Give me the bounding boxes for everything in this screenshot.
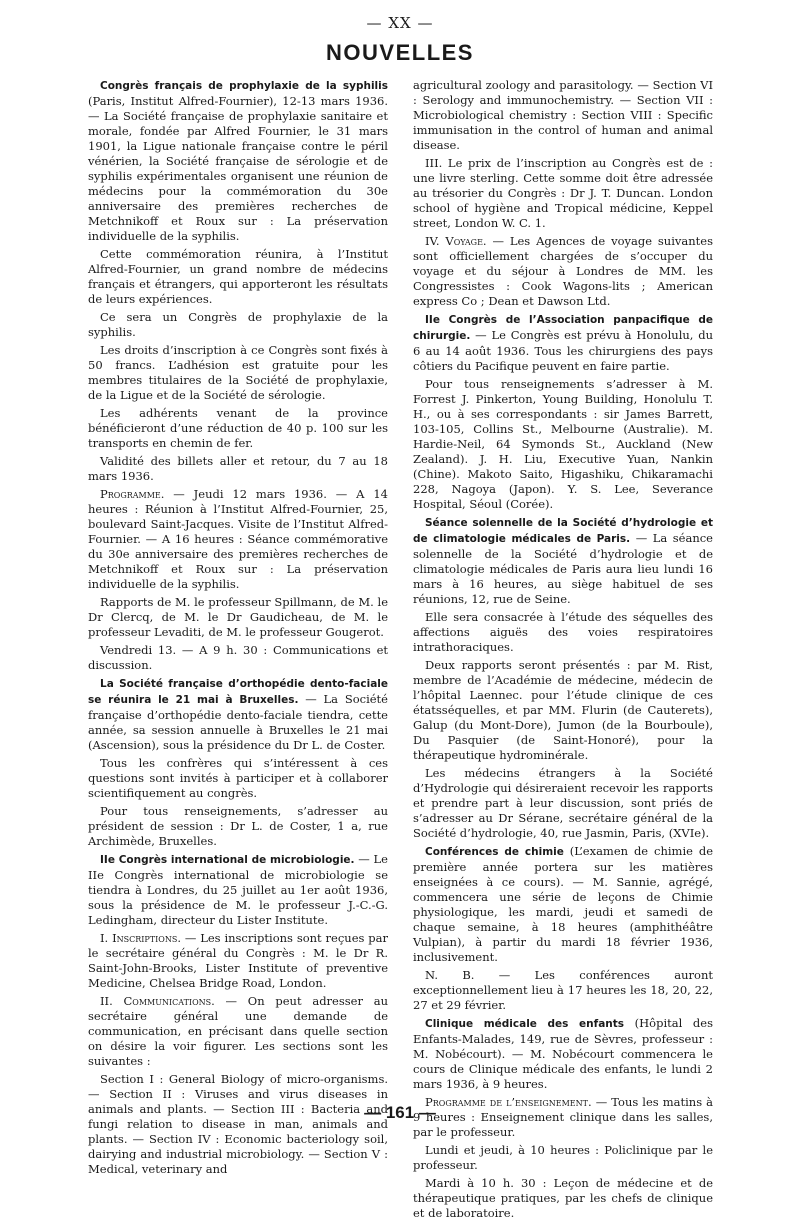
paragraph-text: — On peut adresser au secrétaire général une demande de communication, en précisant dans quelle section on désire la voir figurer. Les sections sont les suivantes : bbox=[88, 994, 388, 1068]
paragraph bbox=[88, 852, 388, 928]
paragraph bbox=[88, 343, 388, 403]
paragraph-text: — Tous les matins à 9 heures : Enseignement clinique dans les salles, par le professeur. bbox=[413, 1095, 714, 1139]
paragraph-heading: Conférences de chimie bbox=[425, 846, 564, 858]
right-column bbox=[413, 78, 713, 1224]
paragraph-heading: Congrès français de prophylaxie de la syphilis bbox=[100, 80, 388, 92]
paragraph-text: — Les inscriptions sont reçues par le secrétaire général du Congrès : M. le Dr R. Saint-John-Brooks, Lister Institute of preventive Medicine, Chelsea Bridge Road, London. bbox=[88, 931, 388, 990]
paragraph bbox=[88, 487, 388, 592]
paragraph-text: N. B. — Les conférences auront exceptionnellement lieu à 17 heures les 18, 20, 22, 27 et 29 février. bbox=[413, 968, 713, 1012]
paragraph-label: IV. Voyage. bbox=[425, 234, 487, 248]
paragraph-text: (L’examen de chimie de première année portera sur les matières enseignées à ce cours). — M. Sannie, agrégé, commencera une série de leçons de Chimie physiologique, les mardi, jeudi et samedi de chaque semaine, à 18 heures (amphithéâtre Vulpian), à partir du mardi 18 février 1936, inclusivement. bbox=[413, 844, 713, 964]
paragraph-text: — Le Congrès est prévu à Honolulu, du 6 au 14 août 1936. Tous les chirurgiens des pays côtiers du Pacifique peuvent en faire partie. bbox=[413, 328, 713, 373]
paragraph bbox=[88, 247, 388, 307]
paragraph-label: II. Communications. bbox=[100, 994, 215, 1008]
paragraph-heading: La Société française d’orthopédie dento-faciale se réunira le 21 mai à Bruxelles. bbox=[88, 678, 388, 706]
paragraph-text: — Les Agences de voyage suivantes sont officiellement chargées de s’occuper du voyage et du séjour à Londres de MM. les Congressistes : Cook Wagons-lits ; American express Co ; Dean et Dawson Ltd. bbox=[413, 234, 713, 308]
left-column bbox=[88, 78, 388, 1180]
paragraph bbox=[413, 658, 713, 763]
paragraph-text: — Jeudi 12 mars 1936. — A 14 heures : Réunion à l’Institut Alfred-Fournier, 25, boulevard Saint-Jacques. Visite de l’Institut Alfred-Fournier. — A 16 heures : Séance commémorative du 30e anniversaire des premières recherches de Metchnikoff et Roux sur : La préservation individuelle de la syphilis. bbox=[88, 487, 388, 591]
paragraph-text: Section I : General Biology of micro-organisms. — Section II : Viruses and virus diseases in animals and plants. — Section III : Bacteria and fungi relation to disease in man, animals and plants. — Section IV : Economic bacteriology soil, dairying and industrial microbiology. — Section V : Medical, veterinary and bbox=[88, 1072, 388, 1176]
paragraph bbox=[413, 1176, 713, 1221]
paragraph-text: Ce sera un Congrès de prophylaxie de la syphilis. bbox=[88, 310, 388, 339]
paragraph bbox=[413, 377, 713, 512]
paragraph-heading: Clinique médicale des enfants bbox=[425, 1018, 625, 1030]
paragraph bbox=[88, 595, 388, 640]
paragraph-text: Pour tous renseignements, s’adresser au président de session : Dr L. de Coster, 1 a, rue Archimède, Bruxelles. bbox=[88, 804, 388, 848]
paragraph bbox=[88, 406, 388, 451]
paragraph bbox=[88, 78, 388, 244]
paragraph bbox=[413, 1143, 713, 1173]
paragraph-text: Les adhérents venant de la province bénéficieront d’une réduction de 40 p. 100 sur les transports en chemin de fer. bbox=[88, 406, 388, 450]
paragraph-text: Rapports de M. le professeur Spillmann, de M. le Dr Clercq, de M. le Dr Gaudicheau, de M. le professeur Levaditi, de M. le professeur Gougerot. bbox=[88, 595, 388, 639]
paragraph-text: agricultural zoology and parasitology. — Section VI : Serology and immunochemistry. — Section VII : Microbiological chemistry : Section VIII : Specific immunisation in the control of human and animal disease. bbox=[413, 78, 713, 152]
paragraph-text: Vendredi 13. — A 9 h. 30 : Communications et discussion. bbox=[88, 643, 388, 672]
paragraph-text: Deux rapports seront présentés : par M. Rist, membre de l’Académie de médecine, médecin de l’hôpital Laennec. pour l’étude clinique de ces étatsséquelles, et par MM. Flurin (de Cauterets), Galup (du Mont-Dore), Jumon (de la Bourboule), Du Pasquier (de Saint-Honoré), pour la thérapeutique hydrominérale. bbox=[413, 658, 713, 762]
paragraph-text: — Le IIe Congrès international de microbiologie se tiendra à Londres, du 25 juillet au 1er août 1936, sous la présidence de M. le professeur J.-C.-G. Ledingham, directeur du Lister Institute. bbox=[88, 852, 388, 927]
paragraph-text: Les médecins étrangers à la Société d’Hydrologie qui désireraient recevoir les rapports et prendre part à leur discussion, sont priés de s’adresser au Dr Sérane, secrétaire général de la Société d’hydrologie, 40, rue Jasmin, Paris, (XVIe). bbox=[413, 766, 713, 840]
paragraph bbox=[413, 234, 713, 309]
paragraph bbox=[413, 78, 713, 153]
paragraph bbox=[88, 310, 388, 340]
paragraph-text: Les droits d’inscription à ce Congrès sont fixés à 50 francs. L’adhésion est gratuite pour les membres titulaires de la Société de prophylaxie, de la Ligue et de la Société de sérologie. bbox=[88, 343, 388, 402]
paragraph-text: (Hôpital des Enfants-Malades, 149, rue de Sèvres, professeur : M. Nobécourt). — M. Nobécourt commencera le cours de Clinique médicale des enfants, le lundi 2 mars 1936, à 9 heures. bbox=[413, 1016, 713, 1091]
paragraph-text: — La Société française d’orthopédie dento-faciale tiendra, cette année, sa session annuelle à Bruxelles le 21 mai (Ascension), sous la présidence du Dr L. de Coster. bbox=[88, 692, 388, 752]
paragraph bbox=[413, 968, 713, 1013]
paragraph-text: Validité des billets aller et retour, du 7 au 18 mars 1936. bbox=[88, 454, 388, 483]
paragraph bbox=[413, 844, 713, 965]
paragraph bbox=[413, 312, 713, 374]
paragraph-text: Lundi et jeudi, à 10 heures : Policlinique par le professeur. bbox=[413, 1143, 713, 1172]
paragraph-heading: IIe Congrès international de microbiologie. bbox=[100, 854, 355, 866]
paragraph bbox=[413, 1016, 713, 1092]
paragraph-text: (Paris, Institut Alfred-Fournier), 12-13 mars 1936. — La Société française de prophylaxie sanitaire et morale, fondée par Alfred Fournier, le 31 mars 1901, la Ligue nationale française contre le péril vénérien, la Société française de sérologie et de syphilis expérimentales organisent une réunion de médecins pour la commémoration du 30e anniversaire des premières recherches de Metchnikoff et Roux sur : La préservation individuelle de la syphilis. bbox=[88, 94, 388, 243]
paragraph-text: Mardi à 10 h. 30 : Leçon de médecine et de thérapeutique pratiques, par les chefs de clinique et de laboratoire. bbox=[413, 1176, 713, 1220]
paragraph-text: Cette commémoration réunira, à l’Institut Alfred-Fournier, un grand nombre de médecins français et étrangers, qui apporteront les résultats de leurs expériences. bbox=[88, 247, 388, 306]
paragraph bbox=[88, 1072, 388, 1177]
paragraph bbox=[88, 931, 388, 991]
paragraph bbox=[413, 766, 713, 841]
paragraph bbox=[88, 994, 388, 1069]
paragraph-label: Programme. bbox=[100, 487, 165, 501]
paragraph-text: — La séance solennelle de la Société d’hydrologie et de climatologie médicales de Paris aura lieu lundi 16 mars à 16 heures, au siège habituel de ses réunions, 12, rue de Seine. bbox=[413, 531, 713, 606]
paragraph bbox=[88, 454, 388, 484]
paragraph-label: Programme de l’enseignement. bbox=[425, 1095, 592, 1109]
paragraph bbox=[88, 756, 388, 801]
paragraph-text: Tous les confrères qui s’intéressent à ces questions sont invités à participer et à collaborer scientifiquement au congrès. bbox=[88, 756, 388, 800]
paragraph-label: I. Inscriptions. bbox=[100, 931, 181, 945]
paragraph-text: Elle sera consacrée à l’étude des séquelles des affections aiguës des voies respiratoires intrathoraciques. bbox=[413, 610, 713, 654]
page-number: — 161 — bbox=[364, 1103, 436, 1122]
paragraph-heading: IIe Congrès de l’Association panpacifique de chirurgie. bbox=[413, 314, 713, 342]
paragraph-heading: Séance solennelle de la Société d’hydrologie et de climatologie médicales de Paris. bbox=[413, 517, 713, 545]
page-header: — XX — bbox=[366, 14, 434, 32]
paragraph bbox=[88, 676, 388, 753]
paragraph-text: III. Le prix de l’inscription au Congrès est de : une livre sterling. Cette somme doit être adressée au trésorier du Congrès : Dr J. T. Duncan. London school of hygiène and Tropical médicine, Keppel street, London W. C. 1. bbox=[413, 156, 713, 230]
paragraph bbox=[413, 515, 713, 607]
page-title: NOUVELLES bbox=[326, 40, 474, 65]
paragraph bbox=[413, 156, 713, 231]
paragraph bbox=[88, 643, 388, 673]
paragraph bbox=[88, 804, 388, 849]
paragraph-text: Pour tous renseignements s’adresser à M. Forrest J. Pinkerton, Young Building, Honolulu T. H., ou à ses correspondants : sir James Barrett, 103-105, Collins St., Melbourne (Australie). M. Hardie-Neil, 64 Symonds St., Auckland (New Zealand). J. H. Liu, Executive Yuan, Nankin (Chine). Makoto Saito, Higashiku, Chikaramachi 228, Nagoya (Japon). Y. S. Lee, Severance Hospital, Séoul (Corée). bbox=[413, 377, 713, 511]
paragraph bbox=[413, 610, 713, 655]
